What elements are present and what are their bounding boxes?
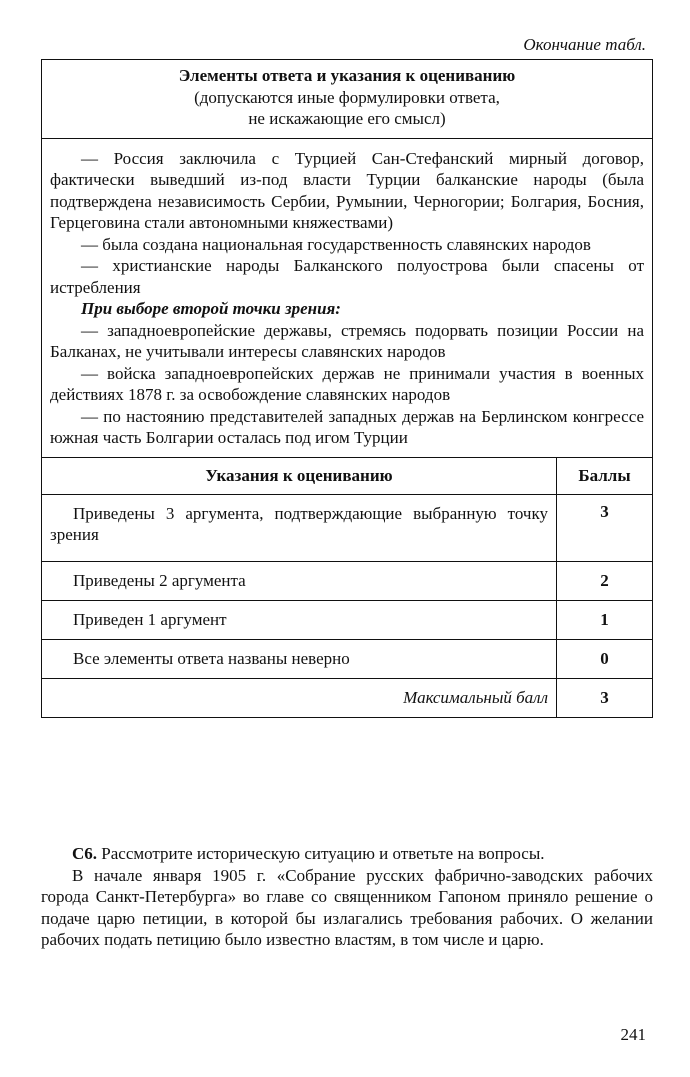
max-score-label: Максимальный балл (42, 678, 557, 717)
max-score-value: 3 (557, 678, 653, 717)
page-number: 241 (620, 1025, 646, 1044)
criterion-cell: Приведены 2 аргумента (42, 561, 557, 600)
answer-item: — христианские народы Балканского полуострова были спасены от истребления (50, 256, 644, 297)
second-view-label: При выборе второй точки зрения: (81, 299, 341, 318)
task-instruction (41, 843, 653, 865)
points-cell: 2 (557, 561, 653, 600)
task-label: С6. (72, 844, 98, 863)
scoring-table (42, 457, 652, 717)
criterion-cell: Приведен 1 аргумент (42, 600, 557, 639)
answer-item: — по настоянию представителей западных держав на Берлинском конгрессе южная часть Болгарии осталась под игом Турции (50, 406, 644, 447)
criterion-cell: Приведены 3 аргумента, подтверждающие выбранную точку зрения (42, 494, 557, 561)
task-paragraph: В начале января 1905 г. «Собрание русских фабрично-заводских рабочих города Санкт-Петербурга» во главе со священником Гапоном приняло решение о подаче царю петиции, в которой бы излагались требования рабочих. О желании рабочих подать петицию было известно властям, в том числе и царю. (41, 865, 653, 949)
table-row (42, 494, 652, 561)
points-cell: 0 (557, 639, 653, 678)
table-row (42, 639, 652, 678)
answer-table (41, 59, 653, 718)
answer-item: — войска западноевропейских держав не принимали участия в военных действиях 1878 г. за освобождение славянских народов (50, 363, 644, 404)
answer-elements (42, 139, 652, 457)
table-row (42, 678, 652, 717)
table-row (42, 561, 652, 600)
table-row (42, 600, 652, 639)
criterion-cell: Все элементы ответа названы неверно (42, 639, 557, 678)
table-continuation-note: Окончание табл. (523, 35, 646, 54)
table-header-subtitle-line1: (допускаются иные формулировки ответа, (194, 87, 500, 107)
answer-item: — была создана национальная государственность славянских народов (81, 234, 591, 254)
answer-item: — Россия заключила с Турцией Сан-Стефанский мирный договор, фактически выведший из-под власти Турции балканские народы (была подтверждена независимость Сербии, Румынии, Черногории; Болгария, Босния, Герцеговина стали автономными княжествами) (50, 148, 644, 232)
points-cell: 1 (557, 600, 653, 639)
task-instruction-text: Рассмотрите историческую ситуацию и ответьте на вопросы. (101, 844, 545, 863)
scoring-header: Указания к оцениванию (42, 457, 557, 494)
table-header-subtitle-line2: не искажающие его смысл) (248, 109, 446, 128)
answer-item: — западноевропейские державы, стремясь подорвать позиции России на Балканах, не учитывали интересы славянских народов (50, 320, 644, 361)
task-c6 (41, 843, 653, 951)
points-header: Баллы (557, 457, 653, 494)
points-cell: 3 (557, 494, 653, 561)
table-header (42, 60, 652, 139)
table-header-title: Элементы ответа и указания к оцениванию (178, 66, 516, 85)
